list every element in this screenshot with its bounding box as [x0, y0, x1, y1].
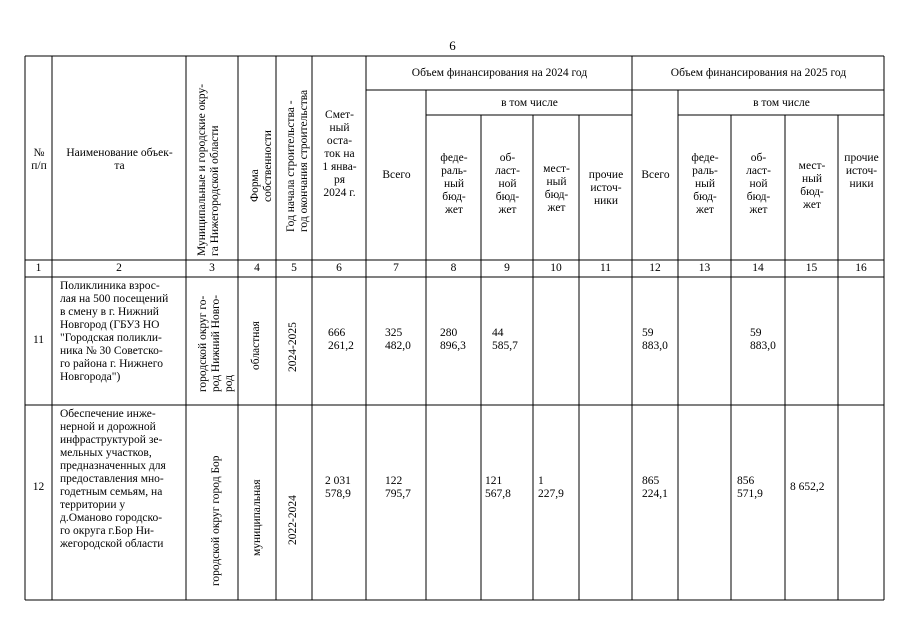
header-other-2024: прочие источ- ники — [588, 169, 624, 207]
header-financing-2025: Объем финансирования на 2025 год — [670, 67, 847, 79]
header-federal-2024: феде- раль- ный бюд- жет — [440, 152, 468, 216]
local-2024: 1 227,9 — [538, 475, 564, 500]
municipality: городской округ город Бор — [210, 455, 222, 586]
header-other-2025: прочие источ- ники — [844, 152, 879, 190]
object-name: Поликлиника взрос- лая на 500 посещений в смену в г. Нижний Новгород (ГБУЗ НО "Городская поликли- ника № 30 Советско- го района г. Нижнего Новгорода") — [60, 280, 169, 383]
header-regional-2024: об- ласт- ной бюд- жет — [495, 152, 520, 216]
total-2025: 59 883,0 — [642, 327, 668, 352]
regional-2025: 856 571,9 — [737, 475, 763, 500]
row-number: 12 — [32, 481, 45, 493]
col-number: 15 — [805, 262, 818, 274]
col-number: 11 — [599, 262, 612, 274]
col-number: 8 — [450, 262, 457, 274]
object-name: Обеспечение инже- нерной и дорожной инфраструктурой зе- мельных участков, предназначенных для предоставления мно- годетным семьям, на территории у д.Оманово городско- го округа г.Бор Ни- жегородской области — [60, 408, 166, 550]
header-including-2024: в том числе — [501, 97, 558, 109]
col-number: 13 — [698, 262, 711, 274]
col-number: 12 — [649, 262, 661, 274]
col-number: 1 — [35, 262, 42, 274]
col-number: 4 — [254, 262, 260, 274]
col-number: 7 — [393, 262, 399, 274]
header-local-2024: мест- ный бюд- жет — [543, 163, 570, 214]
header-total-2024: Всего — [382, 169, 411, 181]
col-number: 5 — [291, 262, 297, 274]
total-2025: 865 224,1 — [642, 475, 668, 500]
header-including-2025: в том числе — [753, 97, 810, 109]
header-municipality: Муниципальные и городские окру- га Нижегородской области — [196, 83, 221, 256]
total-2024: 122 795,7 — [385, 475, 411, 500]
federal-2024: 280 896,3 — [440, 327, 466, 352]
header-years: Год начала строительства - год окончания строительства — [285, 89, 310, 232]
header-federal-2025: феде- раль- ный бюд- жет — [691, 152, 719, 216]
header-number: № п/п — [31, 147, 47, 172]
col-number: 14 — [752, 262, 764, 274]
col-number: 2 — [116, 262, 122, 274]
col-number: 6 — [336, 262, 342, 274]
header-estimated-balance: Смет- ный оста- ток на 1 янва- ря 2024 г. — [322, 109, 357, 199]
total-2024: 325 482,0 — [385, 327, 411, 352]
regional-2024: 121 567,8 — [485, 475, 511, 500]
header-financing-2024: Объем финансирования на 2024 год — [411, 67, 588, 79]
ownership: областная — [250, 321, 262, 370]
construction-years: 2022-2024 — [287, 495, 299, 545]
estimated-balance: 2 031 578,9 — [325, 475, 351, 500]
estimated-balance: 666 261,2 — [328, 327, 354, 352]
header-local-2025: мест- ный бюд- жет — [798, 160, 826, 211]
header-object-name: Наименование объек- та — [66, 147, 173, 172]
ownership: муниципальная — [251, 479, 263, 556]
col-number: 10 — [550, 262, 562, 274]
header-total-2025: Всего — [641, 169, 670, 181]
header-regional-2025: об- ласт- ной бюд- жет — [746, 152, 771, 216]
header-ownership: Форма собственности — [249, 130, 274, 202]
col-number: 16 — [855, 262, 867, 274]
col-number: 9 — [504, 262, 510, 274]
row-number: 11 — [32, 334, 45, 346]
construction-years: 2024-2025 — [287, 322, 299, 372]
col-number: 3 — [209, 262, 215, 274]
municipality: городской округ го- род Нижний Новго- род — [197, 294, 235, 392]
local-2025: 8 652,2 — [790, 481, 825, 493]
regional-2025: 59 883,0 — [750, 327, 776, 352]
page-number: 6 — [449, 38, 456, 53]
regional-2024: 44 585,7 — [492, 327, 518, 352]
